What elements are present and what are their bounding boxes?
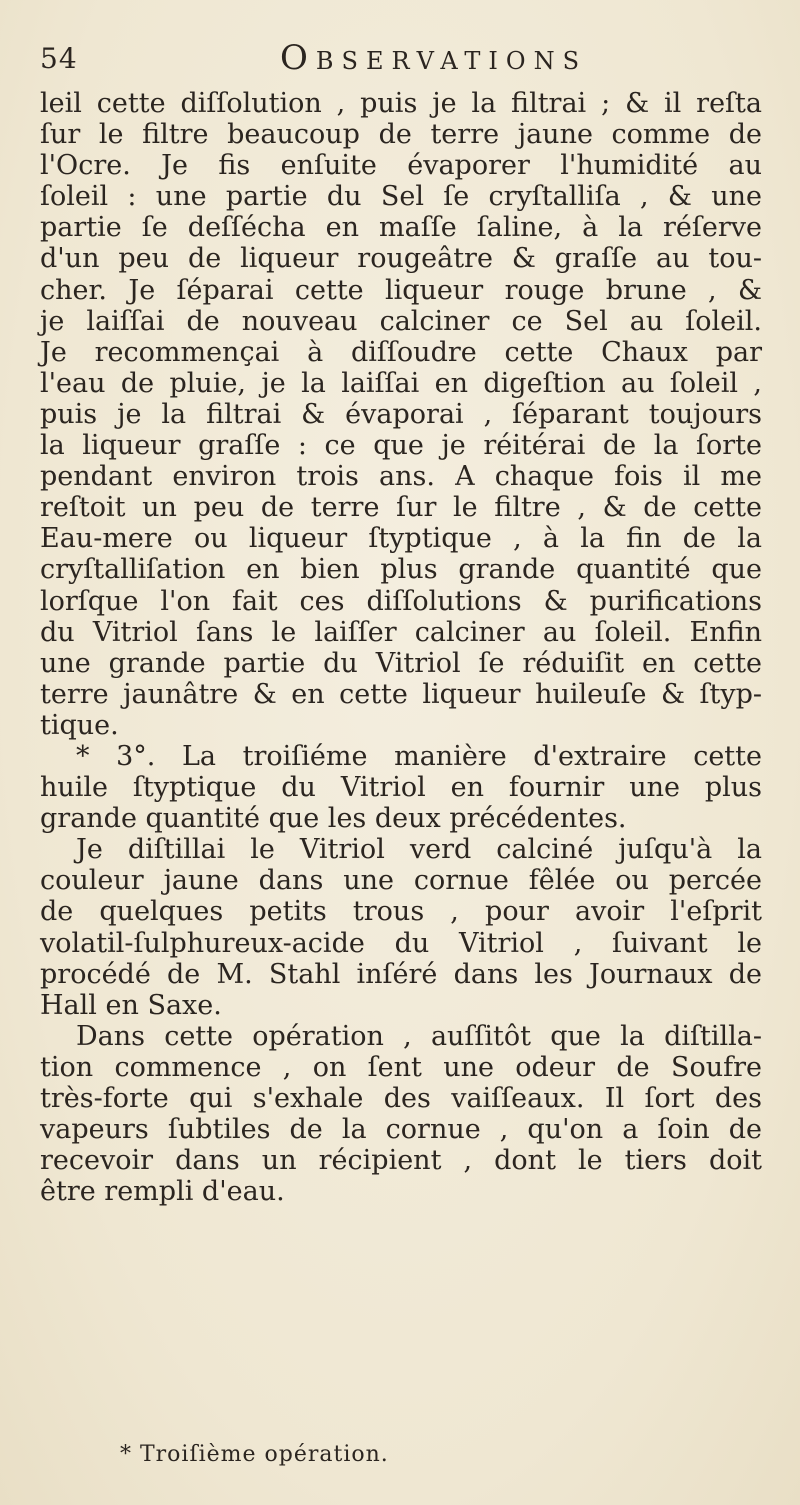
text-line: je laiſſai de nouveau calciner ce Sel au ſoleil. xyxy=(40,305,762,337)
text-line: Eau-mere ou liqueur ſtyptique , à la fin de la xyxy=(40,523,762,555)
text-line: être rempli d'eau. xyxy=(40,1176,285,1208)
text-line: Dans cette opération , auſſitôt que la diſtilla- xyxy=(76,1020,762,1052)
text-line: partie ſe deſſécha en maſſe ſaline, à la réſerve xyxy=(40,212,762,244)
body-text xyxy=(40,88,762,1207)
text-line: huile ſtyptique du Vitriol en fournir une plus xyxy=(40,772,762,804)
text-line: tique. xyxy=(40,709,119,741)
text-line: cryſtalliſation en bien plus grande quantité que xyxy=(40,554,762,586)
text-line: lorſque l'on fait ces diſſolutions & purifications xyxy=(40,585,762,617)
text-line: Je recommençai à diſſoudre cette Chaux par xyxy=(40,336,762,368)
text-line: ſur le filtre beaucoup de terre jaune comme de xyxy=(40,119,762,151)
text-line: puis je la filtrai & évaporai , ſéparant toujours xyxy=(40,398,762,430)
text-line: Je diſtillai le Vitriol verd calciné juſqu'à la xyxy=(76,834,762,866)
text-line: Hall en Saxe. xyxy=(40,989,222,1021)
page-header xyxy=(40,38,760,88)
text-line: pendant environ trois ans. A chaque fois il me xyxy=(40,461,762,493)
text-line: du Vitriol ſans le laiſſer calciner au ſoleil. Enfin xyxy=(40,616,762,648)
text-line: * 3°. La troiſiéme manière d'extraire cette xyxy=(76,740,762,772)
text-line: terre jaunâtre & en cette liqueur huileuſe & ſtyp- xyxy=(40,678,762,710)
text-line: ſoleil : une partie du Sel ſe cryſtalliſa , & une xyxy=(40,181,762,213)
text-line: recevoir dans un récipient , dont le tiers doit xyxy=(40,1145,762,1177)
text-line: l'eau de pluie, je la laiſſai en digeſtion au ſoleil , xyxy=(40,367,762,399)
text-line: cher. Je ſéparai cette liqueur rouge brune , & xyxy=(40,274,762,306)
page-number: 54 xyxy=(40,42,78,75)
text-line: grande quantité que les deux précédentes. xyxy=(40,803,627,835)
text-line: procédé de M. Stahl inſéré dans les Journaux de xyxy=(40,958,762,990)
footnote: * Troiſième opération. xyxy=(120,1442,389,1467)
text-line: la liqueur graſſe : ce que je réitérai de la ſorte xyxy=(40,430,762,462)
running-head: Observations xyxy=(280,38,588,78)
text-line: vapeurs ſubtiles de la cornue , qu'on a ſoin de xyxy=(40,1114,762,1146)
text-line: tion commence , on ſent une odeur de Soufre xyxy=(40,1051,762,1083)
text-line: leil cette diſſolution , puis je la filtrai ; & il reſta xyxy=(40,88,762,119)
text-line: d'un peu de liqueur rougeâtre & graſſe au tou- xyxy=(40,243,762,275)
text-line: l'Ocre. Je fis enſuite évaporer l'humidité au xyxy=(40,150,762,182)
text-line: de quelques petits trous , pour avoir l'eſprit xyxy=(40,896,762,928)
text-line: couleur jaune dans une cornue fêlée ou percée xyxy=(40,865,762,897)
text-line: une grande partie du Vitriol ſe réduiſit en cette xyxy=(40,647,762,679)
text-line: très-forte qui s'exhale des vaiſſeaux. Il ſort des xyxy=(40,1083,762,1114)
text-line: reſtoit un peu de terre ſur le filtre , & de cette xyxy=(40,492,762,524)
text-line: volatil-ſulphureux-acide du Vitriol , ſuivant le xyxy=(40,927,762,959)
